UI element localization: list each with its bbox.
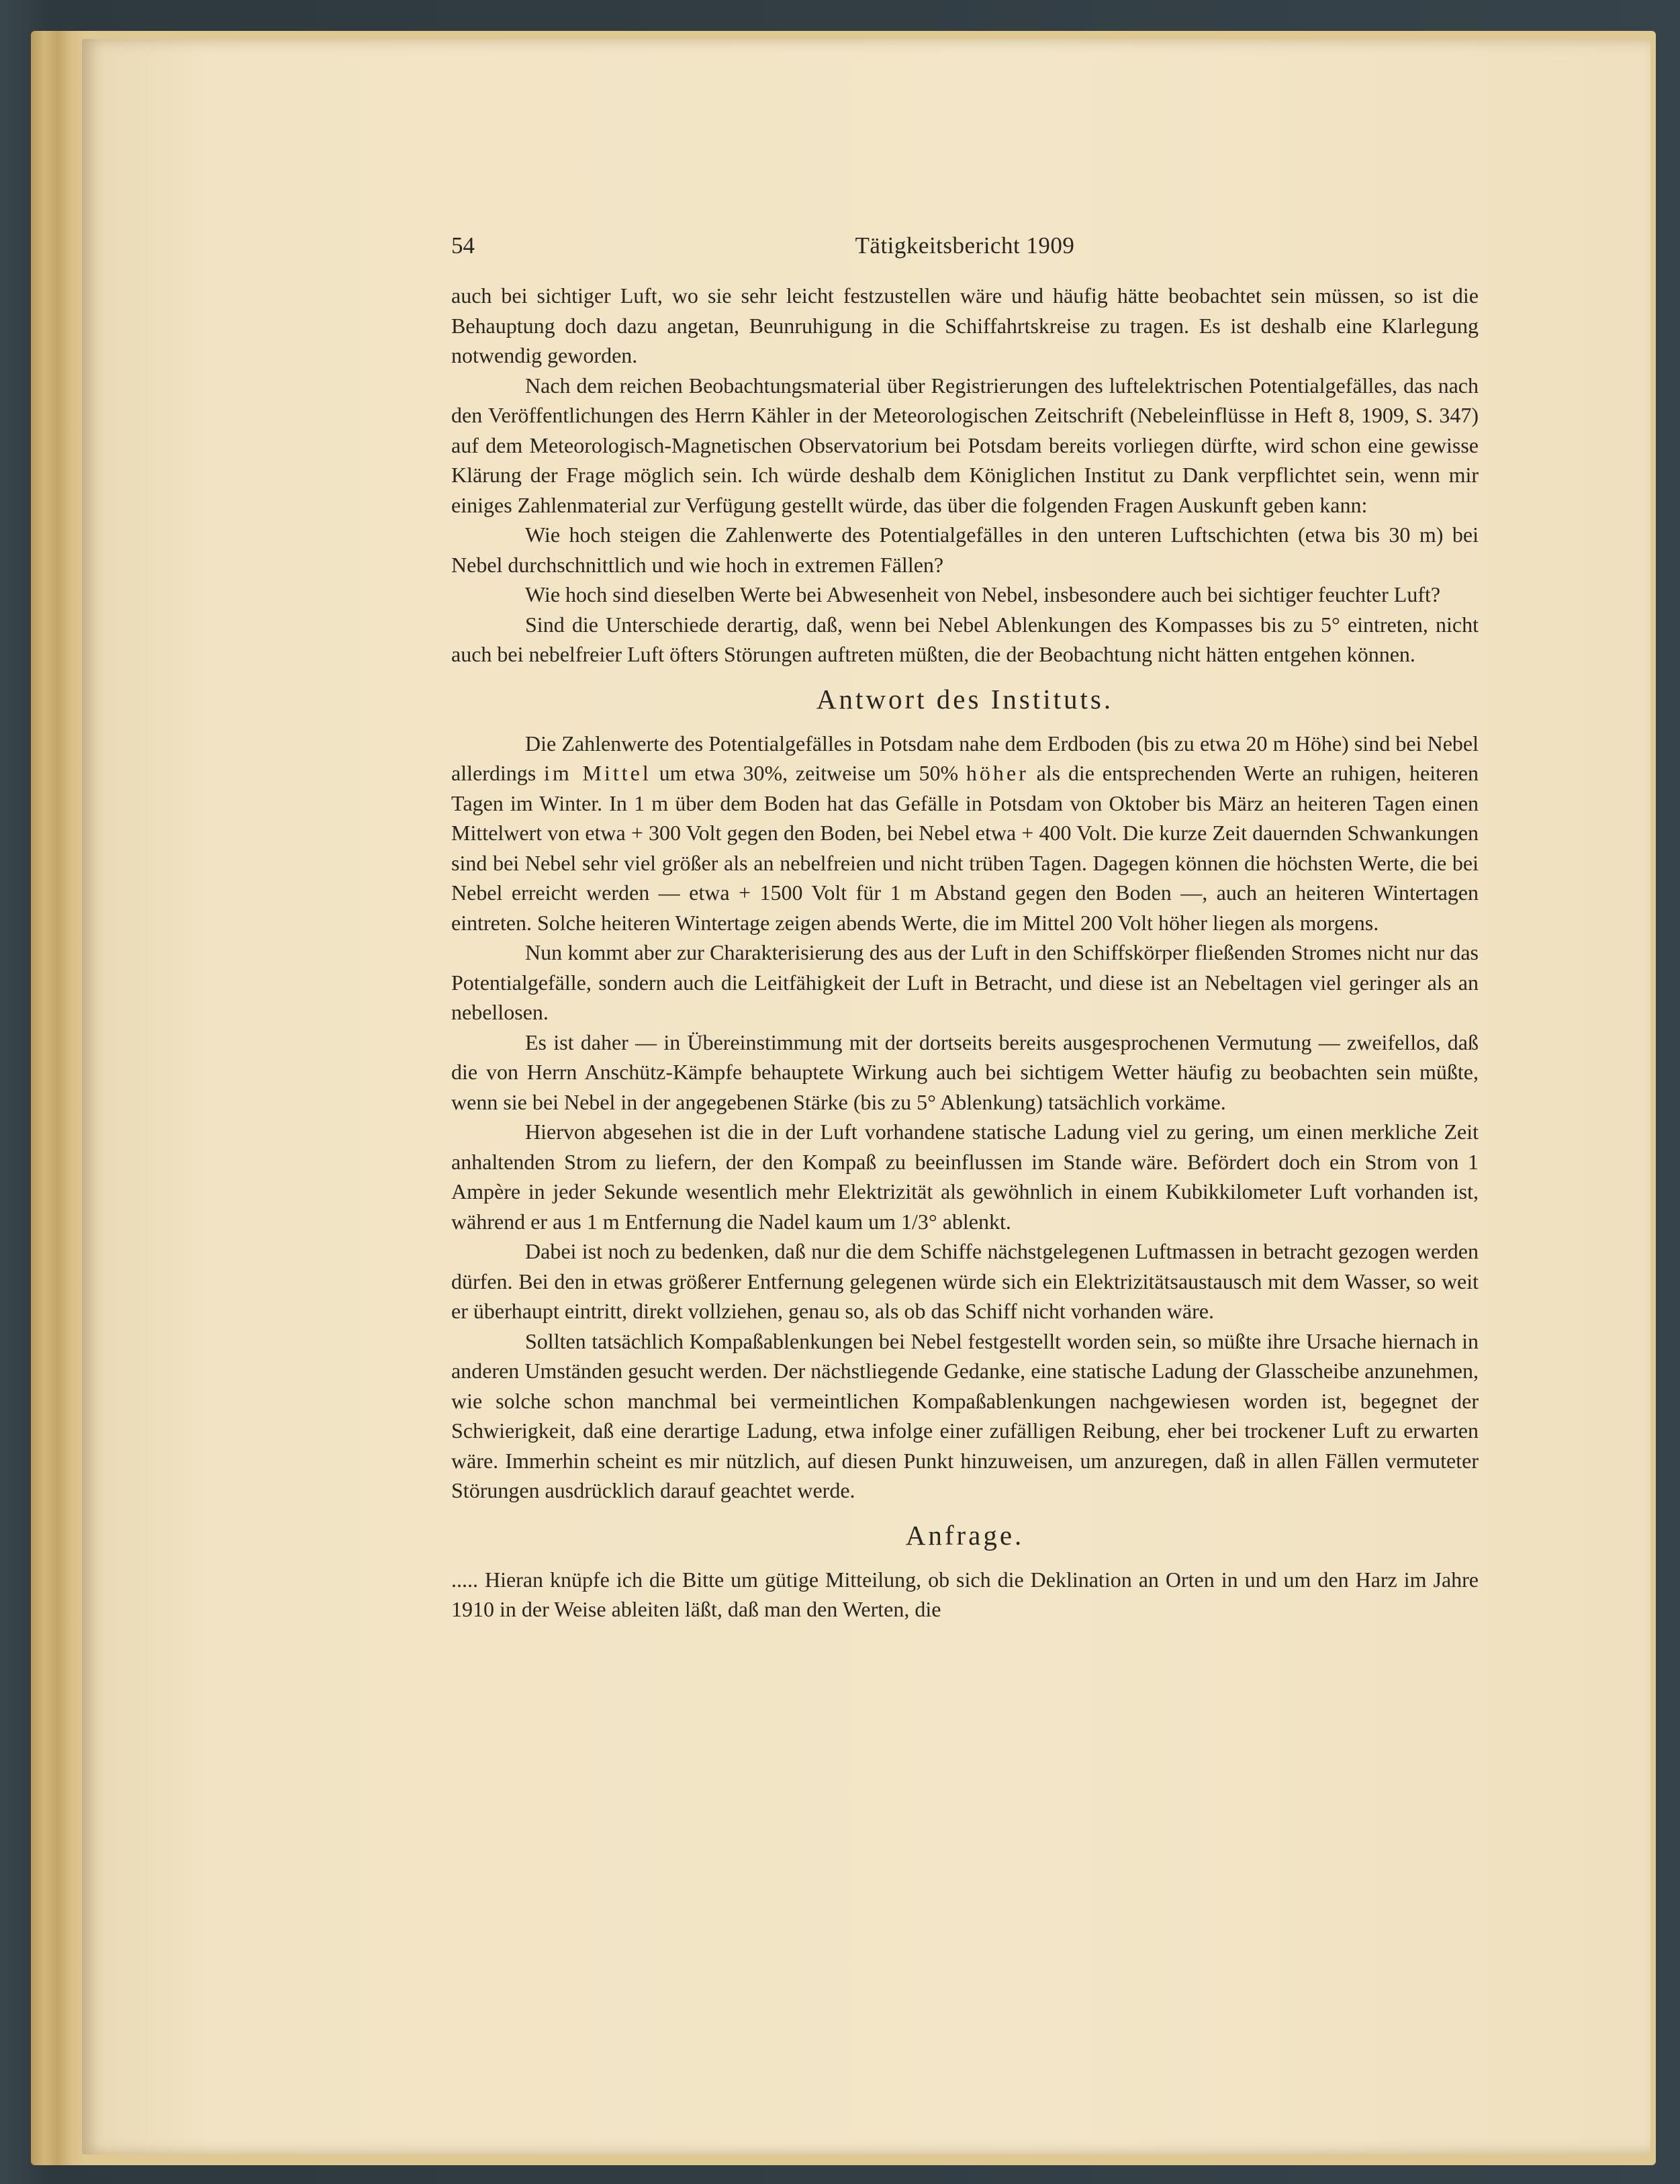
emphasis: im Mittel: [543, 761, 651, 785]
paragraph: [451, 729, 1479, 938]
paragraph: Nach dem reichen Beobachtungsmaterial über Registrierungen des luftelektrischen Potentialgefälles, das nach den Veröffentlichungen des Herrn Kähler in der Meteorologischen Zeitschrift (Nebeleinflüsse in Heft 8, 1909, S. 347) auf dem Meteorologisch-Magnetischen Observatorium bei Potsdam bereits vorliegen dürfte, wird schon eine gewisse Klärung der Frage möglich sein. Ich würde deshalb dem Königlichen Institut zu Dank verpflichtet sein, wenn mir einiges Zahlenmaterial zur Verfügung gestellt würde, das über die folgenden Fragen Auskunft geben kann:: [451, 373, 1479, 517]
page-number: 54: [451, 232, 475, 259]
paragraph: auch bei sichtiger Luft, wo sie sehr leicht festzustellen wäre und häufig hätte beobachtet sein müssen, so ist die Behauptung doch dazu angetan, Beunruhigung in die Schiffahrtskreise zu tragen. Es ist deshalb eine Klarlegung notwendig geworden.: [451, 283, 1479, 367]
paragraph: Sollten tatsächlich Kompaßablenkungen bei Nebel festgestellt worden sein, so müßte ihre Ursache hiernach in anderen Umständen gesucht werden. Der nächstliegende Gedanke, eine statische Ladung der Glasscheibe anzunehmen, wie solche schon manchmal bei vermeintlichen Kompaßablenkungen nachgewiesen worden ist, begegnet der Schwierigkeit, daß eine derartige Ladung, etwa infolge einer zufälligen Reibung, eher bei trockener Luft zu erwarten wäre. Immerhin scheint es mir nützlich, auf diesen Punkt hinzuweisen, um anzuregen, daß in allen Fällen vermuteter Störungen ausdrücklich darauf geachtet werde.: [451, 1328, 1479, 1502]
text-run: Die Zahlenwerte des Potentialgefälles in Potsdam nahe dem Erdboden (bis zu etwa 20 m Höhe) sind bei Nebel allerdings: [451, 731, 1479, 785]
text-run: um etwa 30%, zeitweise um 50%: [659, 761, 959, 785]
paragraph: Nun kommt aber zur Charakterisierung des aus der Luft in den Schiffskörper fließenden Stromes nicht nur das Potentialgefälle, sondern auch die Leitfähigkeit der Luft in Betracht, und diese ist an Nebeltagen viel geringer als an nebellosen.: [451, 940, 1479, 1024]
paragraph: Hiervon abgesehen ist die in der Luft vorhandene statische Ladung viel zu gering, um einen merkliche Zeit anhaltenden Strom zu liefern, der den Kompaß zu beeinflussen im Stande wäre. Befördert doch ein Strom von 1 Ampère in jeder Sekunde wesentlich mehr Elektrizität als gewöhnlich in einem Kubikkilometer Luft vorhanden ist, während er aus 1 m Entfernung die Nadel kaum um 1/3° ablenkt.: [451, 1120, 1479, 1234]
emphasis: höher: [966, 761, 1029, 785]
page-content: [451, 231, 1479, 1625]
paragraph: Sind die Unterschiede derartig, daß, wenn bei Nebel Ablenkungen des Kompasses bis zu 5° eintreten, nicht auch bei nebelfreier Luft öfters Störungen auftreten müßten, die der Beobachtung nicht hätten entgehen können.: [451, 612, 1479, 666]
paragraph: Wie hoch steigen die Zahlenwerte des Potentialgefälles in den unteren Luftschichten (etwa bis 30 m) bei Nebel durchschnittlich und wie hoch in extremen Fällen?: [451, 522, 1479, 577]
text-run: als die entsprechenden Werte an ruhigen, heiteren Tagen im Winter. In 1 m über dem Boden hat das Gefälle in Potsdam von Oktober bis März an heiteren Tagen einen Mittelwert von etwa + 300 Volt gegen den Boden, bei Nebel etwa + 400 Volt. Die kurze Zeit dauernden Schwankungen sind bei Nebel sehr viel größer als an nebelfreien und nicht trüben Tagen. Dagegen können die höchsten Werte, die bei Nebel erreicht werden — etwa + 1500 Volt für 1 m Abstand gegen den Boden —, auch an heiteren Wintertagen eintreten. Solche heiteren Wintertage zeigen abends Werte, die im Mittel 200 Volt höher liegen als morgens.: [451, 761, 1479, 935]
section-heading: Antwort des Instituts.: [816, 683, 1114, 715]
running-title: Tätigkeitsbericht 1909: [855, 232, 1075, 259]
paragraph: Es ist daher — in Übereinstimmung mit der dortseits bereits ausgesprochenen Vermutung — zweifellos, daß die von Herrn Anschütz-Kämpfe behauptete Wirkung auch bei sichtigem Wetter häufig zu beobachten sein müßte, wenn sie bei Nebel in der angegebenen Stärke (bis zu 5° Ablenkung) tatsächlich vorkäme.: [451, 1030, 1479, 1114]
paragraph: Wie hoch sind dieselben Werte bei Abwesenheit von Nebel, insbesondere auch bei sichtiger feuchter Luft?: [525, 582, 1441, 606]
page-header: [451, 231, 1479, 271]
section-heading: Anfrage.: [905, 1519, 1025, 1551]
paragraph: Dabei ist noch zu bedenken, daß nur die dem Schiffe nächstgelegenen Luftmassen in betracht gezogen werden dürfen. Bei den in etwas größerer Entfernung gelegenen würde sich ein Elektrizitätsaustausch mit dem Wasser, so weit er überhaupt eintritt, direkt vollziehen, genau so, als ob das Schiff nicht vorhanden wäre.: [451, 1239, 1479, 1323]
paragraph: ..... Hieran knüpfe ich die Bitte um gütige Mitteilung, ob sich die Deklination an Orten in und um den Harz im Jahre 1910 in der Weise ableiten läßt, daß man den Werten, die: [451, 1567, 1479, 1621]
